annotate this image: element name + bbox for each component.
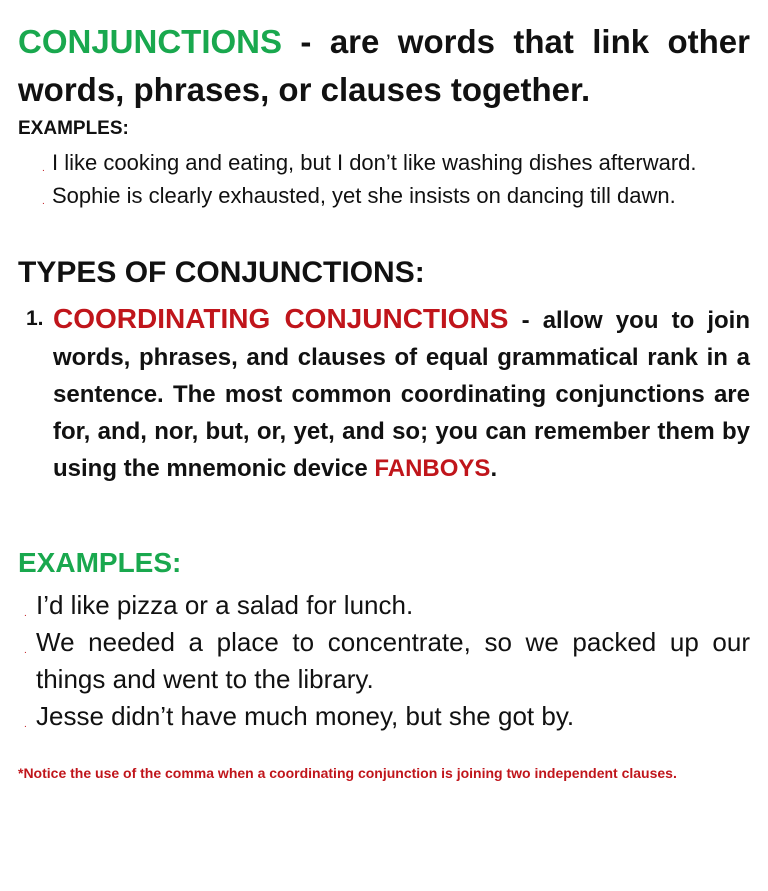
example-text: Sophie is clearly exhausted, yet she insists on dancing till dawn. — [52, 183, 676, 208]
examples-heading-large: EXAMPLES: — [18, 547, 182, 578]
bullet-dot-icon: . — [24, 719, 27, 730]
list-item — [18, 698, 750, 735]
worksheet-page — [18, 18, 750, 781]
example-text: I’d like pizza or a salad for lunch. — [36, 590, 414, 620]
example-text: I like cooking and eating, but I don’t like washing dishes afterward. — [52, 150, 697, 175]
type-name: COORDINATING CONJUNCTIONS — [53, 303, 509, 334]
list-item — [18, 587, 750, 624]
examples-list-large — [18, 587, 750, 735]
example-text: We needed a place to concentrate, so we packed up our things and went to the library. — [36, 627, 750, 694]
definition-text: are words that link other words, phrases, or clauses together. — [18, 23, 750, 108]
type-number: 1. — [26, 307, 44, 330]
definition-term: CONJUNCTIONS — [18, 23, 283, 60]
example-text: Jesse didn’t have much money, but she got by. — [36, 701, 575, 731]
list-item — [18, 146, 750, 179]
type-separator: - — [508, 307, 543, 334]
type-coordinating — [18, 300, 750, 487]
examples-list-small — [18, 146, 750, 212]
types-heading: TYPES OF CONJUNCTIONS: — [18, 256, 425, 289]
examples-heading-small: EXAMPLES: — [18, 118, 129, 139]
footnote: *Notice the use of the comma when a coordinating conjunction is joining two independent clauses. — [18, 765, 677, 781]
type-description: allow you to join words, phrases, and clauses of equal grammatical rank in a sentence. The most common coordinating conjunctions are for, and, nor, but, or, yet, and so; you can remember them by using the mnemonic device — [53, 307, 750, 482]
bullet-dot-icon: . — [42, 196, 45, 207]
definition-paragraph — [18, 18, 750, 114]
mnemonic-fanboys: FANBOYS — [374, 455, 491, 482]
list-item — [18, 179, 750, 212]
bullet-dot-icon: . — [24, 608, 27, 619]
list-item — [18, 624, 750, 698]
definition-separator: - — [282, 23, 330, 60]
bullet-dot-icon: . — [24, 645, 27, 656]
bullet-dot-icon: . — [42, 163, 45, 174]
type-end-punct: . — [490, 455, 498, 482]
